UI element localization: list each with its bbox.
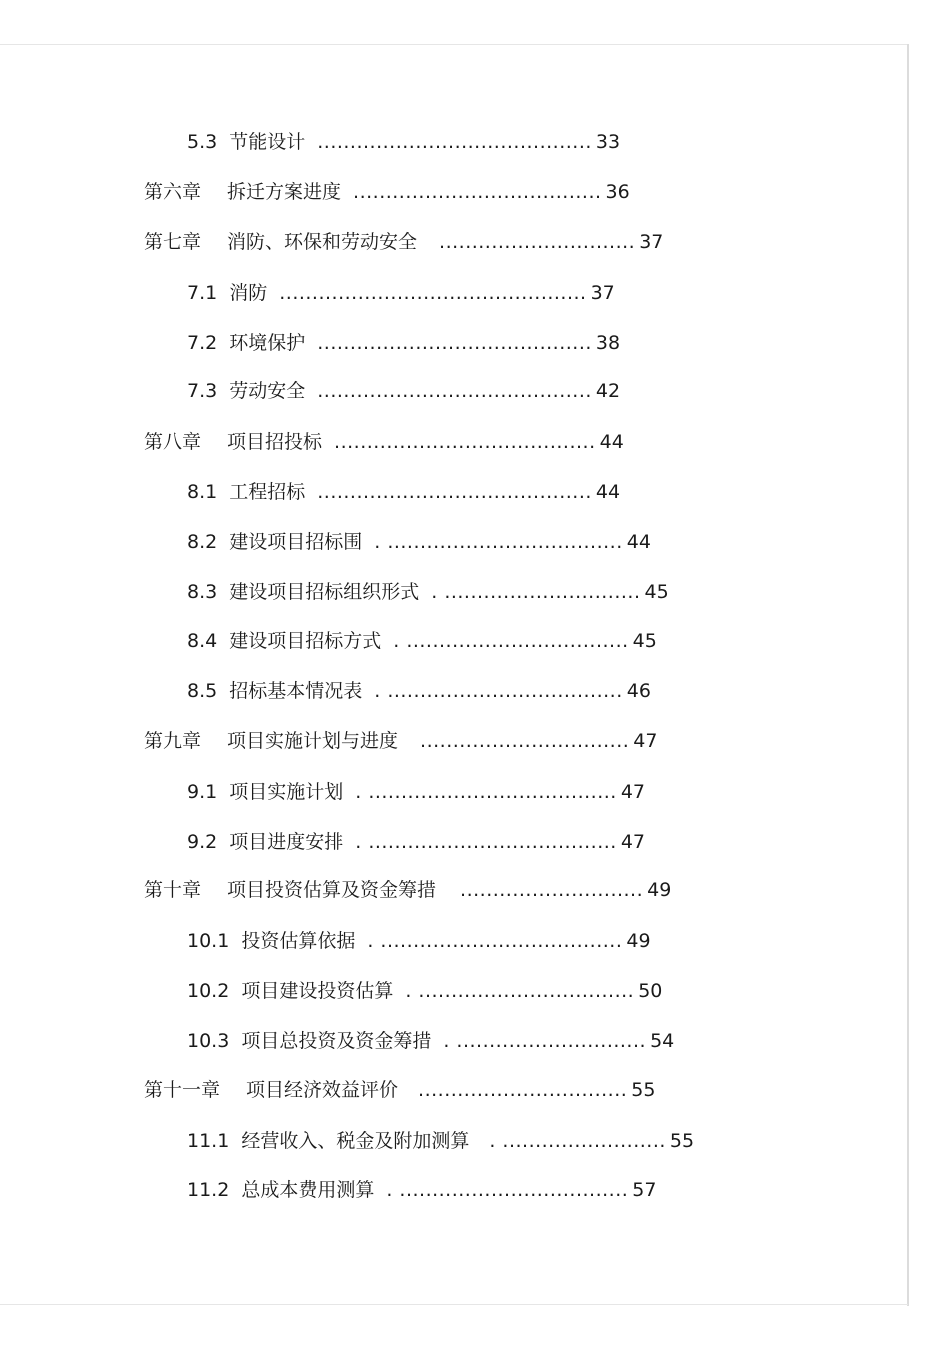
toc-title: 工程招标 xyxy=(229,481,306,503)
toc-leader-dots: . .................................... xyxy=(374,531,623,553)
toc-title: 项目建设投资估算 xyxy=(241,980,394,1002)
toc-page-number: 55 xyxy=(631,1079,656,1101)
toc-entry-chapter-6[interactable] xyxy=(144,180,630,204)
toc-page-number: 49 xyxy=(626,930,651,952)
toc-leader-dots: . ................................. xyxy=(405,980,635,1002)
toc-page-number: 57 xyxy=(632,1179,657,1201)
toc-leader-dots: .......................................... xyxy=(317,481,592,503)
toc-title: 消防、环保和劳动安全 xyxy=(227,231,418,253)
toc-page-number: 37 xyxy=(590,282,615,304)
toc-number: 8.2 xyxy=(187,531,218,553)
toc-title: 拆迁方案进度 xyxy=(227,181,342,203)
toc-title: 经营收入、税金及附加测算 xyxy=(241,1130,470,1152)
toc-title: 总成本费用测算 xyxy=(241,1179,375,1201)
toc-leader-dots: . .................................... xyxy=(374,680,623,702)
toc-leader-dots: .......................................... xyxy=(317,380,592,402)
toc-entry-chapter-8[interactable] xyxy=(144,430,624,454)
toc-chapter-label: 第八章 xyxy=(144,431,202,453)
toc-page-number: 46 xyxy=(626,680,651,702)
toc-leader-dots: . ...................................... xyxy=(355,831,617,853)
page-top-rule xyxy=(0,44,908,45)
toc-leader-dots: . ................................... xyxy=(386,1179,629,1201)
toc-entry-8-4[interactable] xyxy=(187,629,657,653)
toc-number: 8.5 xyxy=(187,680,218,702)
toc-page-number: 47 xyxy=(633,730,658,752)
toc-leader-dots: . ...................................... xyxy=(355,781,617,803)
toc-page-number: 45 xyxy=(632,630,657,652)
toc-entry-5-3[interactable] xyxy=(187,130,620,154)
toc-page-number: 54 xyxy=(650,1030,675,1052)
toc-title: 建设项目招标围 xyxy=(229,531,363,553)
toc-entry-8-2[interactable] xyxy=(187,530,651,554)
toc-entry-9-1[interactable] xyxy=(187,780,645,804)
toc-number: 10.1 xyxy=(187,930,230,952)
toc-leader-dots: ................................ xyxy=(418,1079,628,1101)
toc-page-number: 47 xyxy=(620,781,646,803)
toc-chapter-label: 第十一章 xyxy=(144,1079,221,1101)
toc-title: 项目实施计划与进度 xyxy=(227,730,399,752)
toc-entry-7-3[interactable] xyxy=(187,379,620,403)
toc-page-number: 49 xyxy=(647,879,672,901)
toc-page-number: 44 xyxy=(599,431,624,453)
toc-leader-dots: . ............................. xyxy=(443,1030,647,1052)
toc-entry-7-1[interactable] xyxy=(187,281,615,305)
toc-leader-dots: .......................................... xyxy=(317,332,592,354)
toc-number: 10.3 xyxy=(187,1030,230,1052)
toc-entry-10-1[interactable] xyxy=(187,929,651,953)
toc-page-number: 44 xyxy=(626,531,651,553)
toc-entry-chapter-7[interactable] xyxy=(144,230,663,254)
toc-title: 项目总投资及资金筹措 xyxy=(241,1030,432,1052)
toc-entry-11-1[interactable] xyxy=(187,1129,694,1153)
toc-entry-8-3[interactable] xyxy=(187,580,669,604)
toc-title: 项目进度安排 xyxy=(229,831,344,853)
toc-title: 项目投资估算及资金筹措 xyxy=(227,879,437,901)
toc-leader-dots: ............................................... xyxy=(279,282,587,304)
toc-entry-8-1[interactable] xyxy=(187,480,620,504)
toc-page-number: 55 xyxy=(669,1130,695,1152)
page-bottom-rule xyxy=(0,1304,908,1305)
toc-entry-11-2[interactable] xyxy=(187,1178,656,1202)
toc-title: 项目实施计划 xyxy=(229,781,344,803)
toc-leader-dots: . ......................... xyxy=(489,1130,666,1152)
toc-chapter-label: 第七章 xyxy=(144,231,202,253)
toc-title: 投资估算依据 xyxy=(241,930,356,952)
toc-number: 9.1 xyxy=(187,781,218,803)
toc-entry-10-3[interactable] xyxy=(187,1029,674,1053)
toc-title: 消防 xyxy=(229,282,268,304)
toc-page-number: 42 xyxy=(595,380,621,402)
toc-entry-chapter-9[interactable] xyxy=(144,729,657,753)
toc-title: 项目经济效益评价 xyxy=(246,1079,399,1101)
toc-number: 7.1 xyxy=(187,282,218,304)
toc-title: 项目招投标 xyxy=(227,431,323,453)
toc-number: 9.2 xyxy=(187,831,218,853)
toc-number: 7.3 xyxy=(187,380,218,402)
toc-entry-7-2[interactable] xyxy=(187,331,620,355)
toc-entry-10-2[interactable] xyxy=(187,979,662,1003)
toc-page-number: 50 xyxy=(638,980,663,1002)
toc-leader-dots: .............................. xyxy=(439,231,636,253)
toc-page-number: 38 xyxy=(595,332,621,354)
toc-number: 7.2 xyxy=(187,332,218,354)
toc-title: 建设项目招标组织形式 xyxy=(229,581,420,603)
toc-entry-chapter-10[interactable] xyxy=(144,878,671,902)
toc-leader-dots: . .................................. xyxy=(393,630,629,652)
toc-entry-9-2[interactable] xyxy=(187,830,645,854)
toc-leader-dots: . .............................. xyxy=(431,581,641,603)
toc-page-number: 33 xyxy=(595,131,621,153)
toc-page-number: 36 xyxy=(605,181,630,203)
toc-entry-chapter-11[interactable] xyxy=(144,1078,655,1102)
toc-entry-8-5[interactable] xyxy=(187,679,651,703)
toc-number: 8.4 xyxy=(187,630,218,652)
toc-title: 劳动安全 xyxy=(229,380,306,402)
page-right-edge xyxy=(907,44,909,1306)
toc-leader-dots: ................................ xyxy=(420,730,630,752)
toc-leader-dots: . ..................................... xyxy=(367,930,623,952)
toc-page-number: 37 xyxy=(639,231,664,253)
toc-page-number: 45 xyxy=(644,581,669,603)
toc-page-number: 44 xyxy=(595,481,621,503)
toc-leader-dots: .......................................... xyxy=(317,131,592,153)
toc-number: 11.1 xyxy=(187,1130,230,1152)
toc-number: 8.1 xyxy=(187,481,218,503)
toc-title: 节能设计 xyxy=(229,131,306,153)
toc-page-number: 47 xyxy=(620,831,646,853)
toc-title: 建设项目招标方式 xyxy=(229,630,382,652)
toc-number: 5.3 xyxy=(187,131,218,153)
toc-leader-dots: ...................................... xyxy=(353,181,602,203)
toc-leader-dots: ............................ xyxy=(460,879,644,901)
toc-title: 招标基本情况表 xyxy=(229,680,363,702)
toc-chapter-label: 第九章 xyxy=(144,730,202,752)
toc-chapter-label: 第十章 xyxy=(144,879,202,901)
toc-number: 11.2 xyxy=(187,1179,230,1201)
toc-number: 8.3 xyxy=(187,581,218,603)
toc-number: 10.2 xyxy=(187,980,230,1002)
toc-chapter-label: 第六章 xyxy=(144,181,202,203)
toc-title: 环境保护 xyxy=(229,332,306,354)
toc-leader-dots: ........................................ xyxy=(334,431,596,453)
